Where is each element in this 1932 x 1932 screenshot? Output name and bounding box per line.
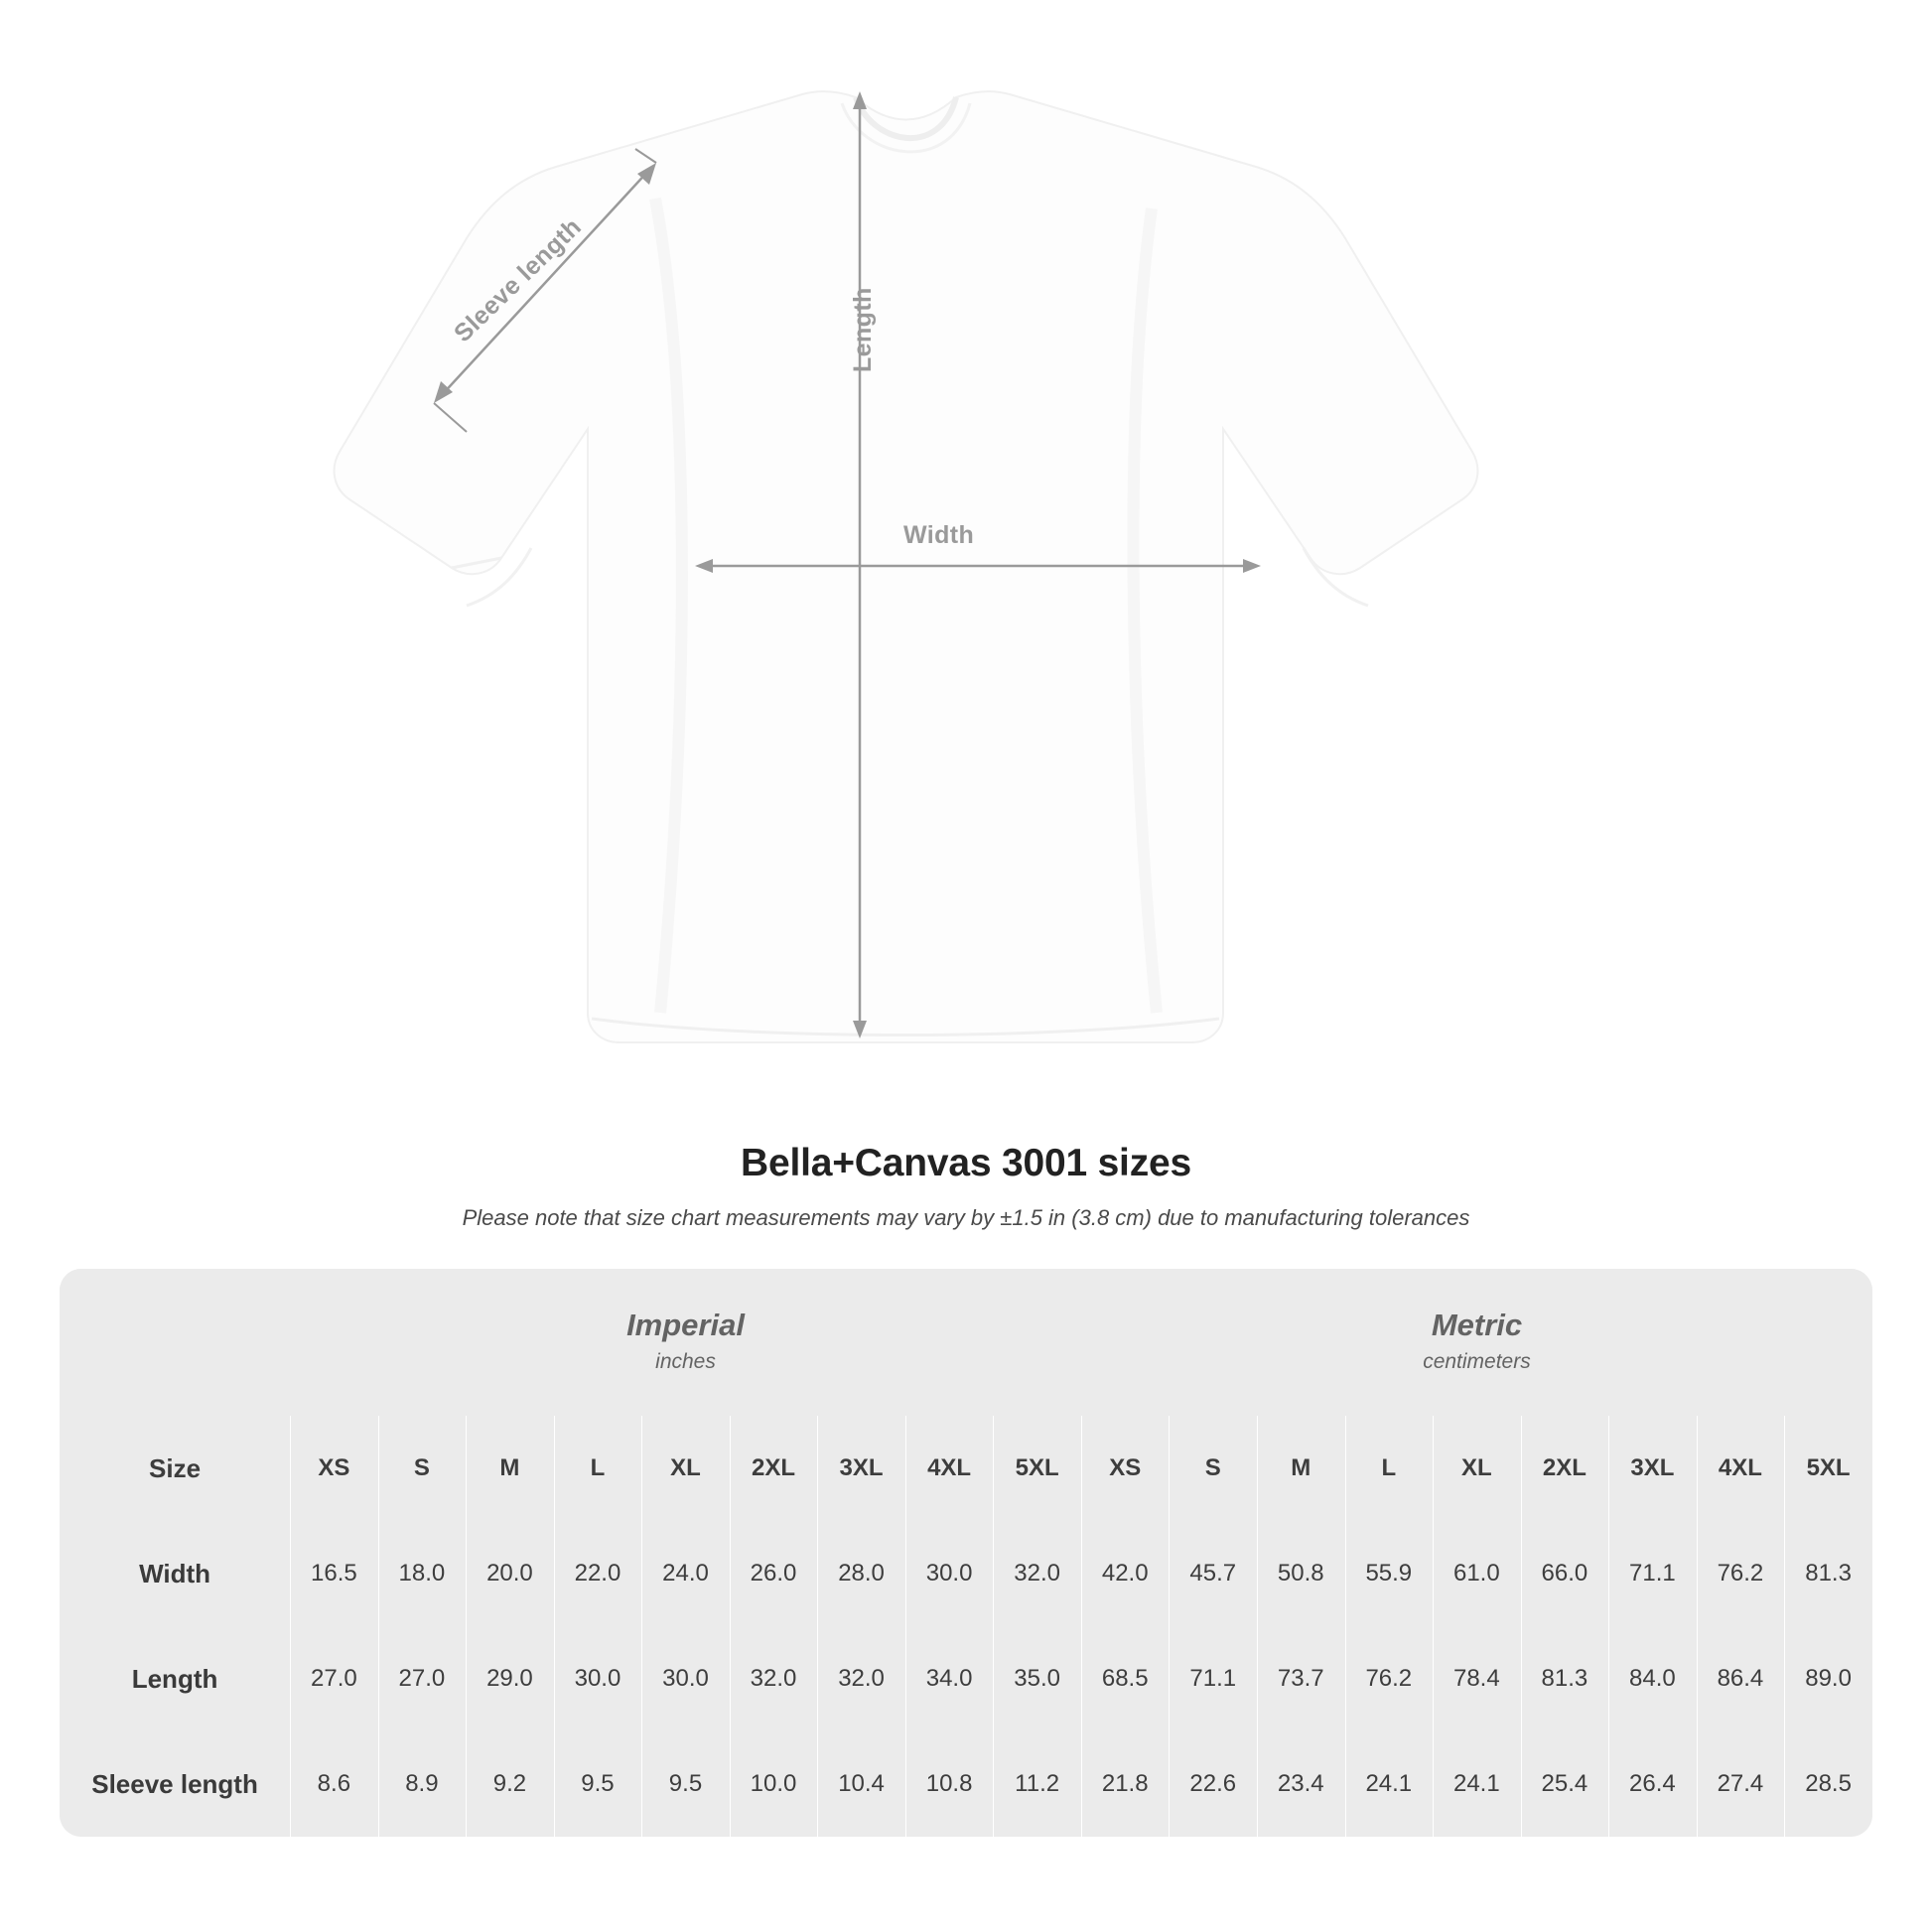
size-header-metric-m: M bbox=[1257, 1416, 1345, 1521]
length-imperial-l: 30.0 bbox=[554, 1626, 642, 1731]
width-dimension-label: Width bbox=[903, 521, 975, 549]
length-imperial-xs: 27.0 bbox=[290, 1626, 378, 1731]
length-dimension-label: Length bbox=[849, 287, 877, 372]
length-metric-3xl: 84.0 bbox=[1608, 1626, 1697, 1731]
width-metric-xl: 61.0 bbox=[1433, 1521, 1521, 1626]
unit-header-row bbox=[60, 1269, 1872, 1416]
length-imperial-3xl: 32.0 bbox=[817, 1626, 905, 1731]
width-imperial-2xl: 26.0 bbox=[730, 1521, 818, 1626]
length-metric-2xl: 81.3 bbox=[1521, 1626, 1609, 1731]
size-table bbox=[60, 1269, 1872, 1837]
size-header-imperial-m: M bbox=[466, 1416, 554, 1521]
chart-title-block bbox=[0, 1142, 1932, 1231]
length-imperial-5xl: 35.0 bbox=[993, 1626, 1081, 1731]
size-header-imperial-xl: XL bbox=[641, 1416, 730, 1521]
width-metric-l: 55.9 bbox=[1345, 1521, 1434, 1626]
sleeve-imperial-m: 9.2 bbox=[466, 1731, 554, 1837]
length-metric-xs: 68.5 bbox=[1081, 1626, 1170, 1731]
width-metric-3xl: 71.1 bbox=[1608, 1521, 1697, 1626]
sleeve-length-dimension-label: Sleeve length bbox=[449, 212, 588, 348]
sleeve-metric-m: 23.4 bbox=[1257, 1731, 1345, 1837]
metric-unit-header bbox=[1081, 1269, 1872, 1416]
length-metric-l: 76.2 bbox=[1345, 1626, 1434, 1731]
imperial-unit-header bbox=[290, 1269, 1081, 1416]
measurement-tolerance-note: Please note that size chart measurements may vary by ±1.5 in (3.8 cm) due to manufacturing tolerances bbox=[462, 1205, 1470, 1230]
width-metric-2xl: 66.0 bbox=[1521, 1521, 1609, 1626]
sleeve-metric-4xl: 27.4 bbox=[1697, 1731, 1785, 1837]
sleeve-metric-2xl: 25.4 bbox=[1521, 1731, 1609, 1837]
imperial-unit-name: Imperial bbox=[626, 1307, 745, 1342]
width-imperial-xl: 24.0 bbox=[641, 1521, 730, 1626]
size-header-imperial-xs: XS bbox=[290, 1416, 378, 1521]
length-imperial-4xl: 34.0 bbox=[905, 1626, 994, 1731]
size-header-imperial-5xl: 5XL bbox=[993, 1416, 1081, 1521]
width-imperial-3xl: 28.0 bbox=[817, 1521, 905, 1626]
sleeve-imperial-l: 9.5 bbox=[554, 1731, 642, 1837]
sleeve-imperial-2xl: 10.0 bbox=[730, 1731, 818, 1837]
size-header-metric-l: L bbox=[1345, 1416, 1434, 1521]
size-header-metric-4xl: 4XL bbox=[1697, 1416, 1785, 1521]
length-imperial-xl: 30.0 bbox=[641, 1626, 730, 1731]
size-header-metric-xl: XL bbox=[1433, 1416, 1521, 1521]
row-label-sleeve-length: Sleeve length bbox=[60, 1731, 290, 1837]
size-header-row bbox=[60, 1416, 1872, 1521]
width-imperial-m: 20.0 bbox=[466, 1521, 554, 1626]
sleeve-metric-l: 24.1 bbox=[1345, 1731, 1434, 1837]
sleeve-imperial-3xl: 10.4 bbox=[817, 1731, 905, 1837]
width-imperial-xs: 16.5 bbox=[290, 1521, 378, 1626]
length-metric-xl: 78.4 bbox=[1433, 1626, 1521, 1731]
length-metric-4xl: 86.4 bbox=[1697, 1626, 1785, 1731]
sleeve-metric-xs: 21.8 bbox=[1081, 1731, 1170, 1837]
width-imperial-4xl: 30.0 bbox=[905, 1521, 994, 1626]
metric-unit-name: Metric bbox=[1431, 1307, 1523, 1342]
unit-spacer-cell bbox=[60, 1269, 290, 1416]
width-metric-4xl: 76.2 bbox=[1697, 1521, 1785, 1626]
width-imperial-5xl: 32.0 bbox=[993, 1521, 1081, 1626]
width-imperial-s: 18.0 bbox=[378, 1521, 467, 1626]
size-header-metric-5xl: 5XL bbox=[1784, 1416, 1872, 1521]
sleeve-imperial-xl: 9.5 bbox=[641, 1731, 730, 1837]
metric-unit-sub: centimeters bbox=[1423, 1349, 1531, 1373]
size-header-metric-xs: XS bbox=[1081, 1416, 1170, 1521]
table-row bbox=[60, 1521, 1872, 1626]
length-metric-s: 71.1 bbox=[1169, 1626, 1257, 1731]
size-header-metric-s: S bbox=[1169, 1416, 1257, 1521]
length-imperial-s: 27.0 bbox=[378, 1626, 467, 1731]
sleeve-metric-5xl: 28.5 bbox=[1784, 1731, 1872, 1837]
row-label-length: Length bbox=[60, 1626, 290, 1731]
sleeve-metric-xl: 24.1 bbox=[1433, 1731, 1521, 1837]
sleeve-metric-s: 22.6 bbox=[1169, 1731, 1257, 1837]
width-metric-5xl: 81.3 bbox=[1784, 1521, 1872, 1626]
size-header-imperial-4xl: 4XL bbox=[905, 1416, 994, 1521]
size-header-imperial-l: L bbox=[554, 1416, 642, 1521]
length-metric-5xl: 89.0 bbox=[1784, 1626, 1872, 1731]
width-metric-m: 50.8 bbox=[1257, 1521, 1345, 1626]
size-table-container bbox=[60, 1269, 1872, 1837]
size-header-imperial-3xl: 3XL bbox=[817, 1416, 905, 1521]
width-imperial-l: 22.0 bbox=[554, 1521, 642, 1626]
size-header-label: Size bbox=[60, 1416, 290, 1521]
size-header-metric-3xl: 3XL bbox=[1608, 1416, 1697, 1521]
size-header-imperial-2xl: 2XL bbox=[730, 1416, 818, 1521]
length-metric-m: 73.7 bbox=[1257, 1626, 1345, 1731]
length-imperial-2xl: 32.0 bbox=[730, 1626, 818, 1731]
page-title: Bella+Canvas 3001 sizes bbox=[741, 1142, 1191, 1184]
width-metric-s: 45.7 bbox=[1169, 1521, 1257, 1626]
size-header-metric-2xl: 2XL bbox=[1521, 1416, 1609, 1521]
sleeve-imperial-5xl: 11.2 bbox=[993, 1731, 1081, 1837]
length-imperial-m: 29.0 bbox=[466, 1626, 554, 1731]
table-row bbox=[60, 1626, 1872, 1731]
sleeve-metric-3xl: 26.4 bbox=[1608, 1731, 1697, 1837]
sleeve-imperial-xs: 8.6 bbox=[290, 1731, 378, 1837]
sleeve-imperial-s: 8.9 bbox=[378, 1731, 467, 1837]
table-row bbox=[60, 1731, 1872, 1837]
imperial-unit-sub: inches bbox=[655, 1349, 716, 1373]
sleeve-imperial-4xl: 10.8 bbox=[905, 1731, 994, 1837]
width-metric-xs: 42.0 bbox=[1081, 1521, 1170, 1626]
size-header-imperial-s: S bbox=[378, 1416, 467, 1521]
row-label-width: Width bbox=[60, 1521, 290, 1626]
